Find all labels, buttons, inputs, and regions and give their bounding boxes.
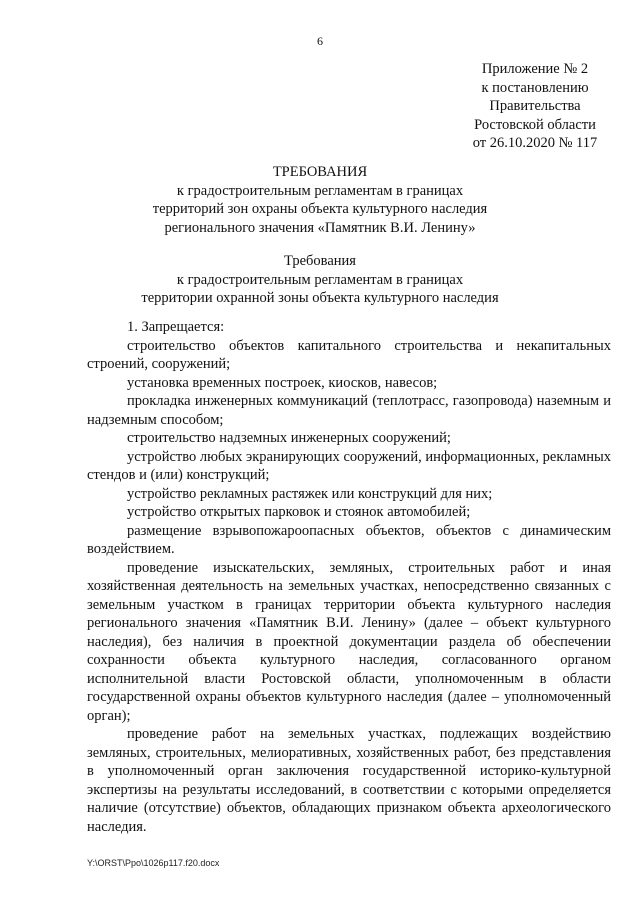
paragraph: прокладка инженерных коммуникаций (теплотрасс, газопровода) наземным и надземным способом; xyxy=(87,393,611,428)
subtitle-heading: Требования xyxy=(284,253,356,269)
paragraph: проведение работ на земельных участках, подлежащих воздействию земляных, строительных, мелиоративных, хозяйственных работ, без представления в уполномоченный орган заключения государственной историко-культурной экспертизы на результаты исследований, в соответствии с которыми определяется наличие (отсутствие) объектов, обладающих признаком объекта археологического наследия. xyxy=(87,726,611,835)
paragraph: 1. Запрещается: xyxy=(127,319,225,335)
section-title xyxy=(60,252,580,308)
paragraph: строительство объектов капитального строительства и некапитальных строений, сооружений; xyxy=(87,337,611,372)
subtitle-line: к градостроительным регламентам в границах xyxy=(176,271,464,288)
subtitle-line: территории охранной зоны объекта культурного наследия xyxy=(141,290,499,306)
paragraph: устройство открытых парковок и стоянок автомобилей; xyxy=(127,504,471,520)
title-heading: ТРЕБОВАНИЯ xyxy=(272,164,368,180)
appendix-line: от 26.10.2020 № 117 xyxy=(472,135,598,151)
file-path-footer: Y:\ORST\Ppo\1026p117.f20.docx xyxy=(87,858,220,868)
paragraph: проведение изыскательских, земляных, строительных работ и иная хозяйственная деятельность на земельных участках, непосредственно связанных с земельным участком в границах территории объекта культурного наследия регионального значения «Памятник В.И. Ленину» (далее – объект культурного наследия), без наличия в проектной документации раздела об обеспечении сохранности объекта культурного наследия, согласованного органом исполнительной власти Ростовской области, уполномоченным в области государственной охраны объектов культурного наследия (далее – уполномоченный орган); xyxy=(87,559,611,724)
title-line: к градостроительным регламентам в границах xyxy=(176,182,464,199)
appendix-line: Ростовской области xyxy=(474,116,596,133)
page-number: 6 xyxy=(317,34,323,48)
requirements-body xyxy=(87,318,611,836)
paragraph: размещение взрывопожароопасных объектов, объектов с динамическим воздействием. xyxy=(87,522,611,557)
appendix-header xyxy=(440,60,630,153)
appendix-line: Приложение № 2 xyxy=(481,61,589,77)
paragraph: устройство любых экранирующих сооружений, информационных, рекламных стендов и (или) конструкций; xyxy=(87,448,611,483)
paragraph: установка временных построек, киосков, навесов; xyxy=(127,374,438,391)
title-line: территорий зон охраны объекта культурного наследия xyxy=(152,201,488,217)
paragraph: устройство рекламных растяжек или конструкций для них; xyxy=(127,485,493,502)
appendix-line: Правительства xyxy=(489,98,581,114)
appendix-line: к постановлению xyxy=(481,79,589,96)
paragraph: строительство надземных инженерных сооружений; xyxy=(127,430,451,446)
document-title xyxy=(60,163,580,237)
title-line: регионального значения «Памятник В.И. Ленину» xyxy=(164,219,476,236)
